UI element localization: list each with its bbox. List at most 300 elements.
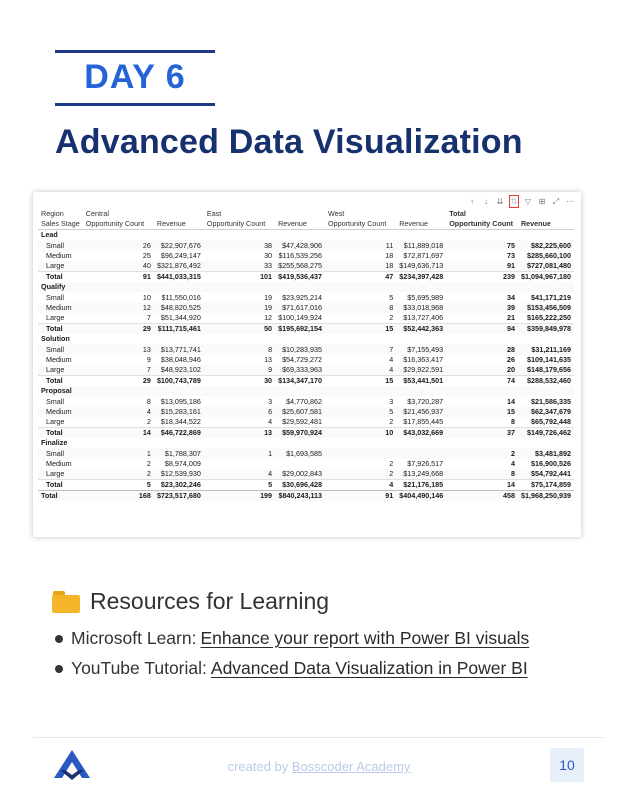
table-cell: 199: [204, 491, 275, 502]
subtotal-row: [38, 480, 574, 491]
header-rule-bottom: [55, 103, 215, 106]
region-central: Central: [85, 209, 109, 219]
next-level-icon[interactable]: ⇊: [496, 197, 504, 206]
metric-revenue-east: Revenue: [275, 219, 325, 230]
row-label: Large: [38, 261, 83, 272]
table-cell: 33: [204, 261, 275, 272]
table-row: [38, 469, 574, 480]
table-cell: 2: [146, 417, 151, 427]
table-cell: 29: [83, 376, 154, 387]
table-cell: 1: [83, 448, 154, 458]
table-cell: $1,094,967,180: [518, 272, 574, 283]
table-cell: $7,155,493: [396, 344, 446, 354]
table-cell: $29,592,481: [282, 417, 323, 427]
row-label: Qualify: [38, 282, 83, 292]
day-label: DAY 6: [84, 58, 186, 96]
table-cell: $13,727,406: [403, 313, 444, 323]
row-header-sales-stage: Sales Stage: [38, 219, 83, 230]
row-label: Lead: [41, 230, 58, 240]
table-cell: 25: [142, 250, 151, 260]
table-cell: [325, 448, 396, 458]
table-cell: $25,607,581: [275, 407, 325, 417]
table-cell: 8: [204, 344, 275, 354]
table-cell: 168: [83, 491, 154, 502]
table-cell: $23,925,214: [282, 292, 323, 302]
table-cell: [396, 438, 446, 448]
table-cell: [446, 386, 518, 396]
table-cell: $10,283,935: [275, 344, 325, 354]
table-cell: $22,907,676: [154, 240, 204, 250]
metric-revenue-west: Revenue: [396, 219, 446, 230]
focus-mode-icon[interactable]: ⤢: [552, 197, 560, 206]
table-cell: $100,149,924: [278, 313, 323, 323]
table-cell: 15: [325, 324, 396, 335]
table-cell: [396, 386, 446, 396]
row-label: Total: [38, 376, 83, 387]
table-cell: [83, 438, 154, 448]
table-cell: $5,695,989: [407, 292, 444, 302]
row-label: Small: [38, 344, 83, 354]
table-cell: $11,889,018: [396, 240, 446, 250]
table-cell: $59,970,924: [275, 428, 325, 439]
metric-count-west: Opportunity Count: [325, 219, 396, 230]
table-cell: $13,771,741: [154, 344, 204, 354]
table-cell: $41,171,219: [531, 292, 571, 302]
resource-source: YouTube Tutorial:: [71, 658, 207, 678]
table-cell: [325, 230, 396, 241]
table-cell: 91: [446, 261, 518, 272]
table-row: [38, 344, 574, 354]
table-cell: [518, 334, 574, 344]
table-cell: [275, 334, 325, 344]
table-cell: $17,855,445: [403, 417, 444, 427]
table-cell: 7: [325, 344, 396, 354]
table-cell: $48,820,525: [154, 303, 204, 313]
more-options-icon[interactable]: ⋯: [566, 197, 574, 206]
table-cell: [518, 438, 574, 448]
table-cell: 74: [446, 376, 518, 387]
row-label: Small: [46, 396, 64, 406]
table-cell: [204, 282, 275, 292]
table-cell: 2: [325, 469, 396, 480]
table-cell: $1,788,307: [154, 448, 204, 458]
table-cell: 13: [264, 354, 273, 364]
table-cell: [325, 386, 396, 396]
table-cell: $3,481,892: [518, 448, 574, 458]
table-row: [38, 396, 574, 406]
table-cell: $72,871,697: [403, 250, 444, 260]
row-header-region: Region: [41, 209, 64, 219]
resources-heading: [52, 588, 329, 615]
row-label: Finalize: [41, 438, 68, 448]
credit-prefix: created by: [227, 759, 289, 774]
table-row: [38, 313, 574, 324]
table-cell: 34: [506, 292, 515, 302]
metric-count-total: Opportunity Count: [446, 219, 518, 230]
table-row: [38, 407, 574, 417]
table-cell: 8: [325, 303, 396, 313]
table-cell: $11,550,016: [161, 292, 201, 302]
table-cell: $51,344,920: [160, 313, 201, 323]
table-row: [38, 292, 574, 302]
filter-icon[interactable]: ▽: [524, 197, 532, 206]
header-rule-top: [55, 50, 215, 53]
table-cell: $111,715,461: [154, 324, 204, 335]
table-cell: 37: [446, 428, 518, 439]
table-cell: 14: [506, 396, 515, 406]
expand-hierarchy-icon[interactable]: ⇅: [510, 197, 518, 206]
table-cell: $53,441,501: [396, 376, 446, 387]
table-cell: 2: [446, 448, 518, 458]
table-cell: 19: [264, 292, 273, 302]
table-cell: $359,849,978: [518, 324, 574, 335]
table-cell: [204, 438, 275, 448]
footer-credit: [0, 759, 638, 774]
footer-divider: [33, 737, 605, 738]
table-cell: $21,176,185: [396, 480, 446, 491]
table-cell: 6: [204, 407, 275, 417]
table-cell: [518, 282, 574, 292]
table-cell: $21,586,335: [531, 396, 571, 406]
table-cell: $62,347,679: [518, 407, 574, 417]
table-cell: $148,179,656: [518, 365, 574, 376]
table-cell: $285,660,100: [527, 250, 571, 260]
table-cell: [83, 386, 154, 396]
table-cell: [83, 230, 154, 241]
stage-row: [38, 282, 574, 292]
grand-total-row: [38, 491, 574, 502]
resource-link[interactable]: Advanced Data Visualization in Power BI: [210, 658, 528, 678]
table-row: [38, 251, 574, 261]
table-cell: $75,174,859: [518, 480, 574, 491]
table-cell: 13: [83, 344, 154, 354]
row-label: Solution: [41, 334, 70, 344]
table-cell: [275, 438, 325, 448]
row-label: Medium: [46, 458, 72, 468]
table-cell: $149,636,713: [396, 261, 446, 272]
table-cell: 20: [446, 365, 518, 376]
table-cell: [204, 459, 275, 469]
row-label: Medium: [46, 354, 72, 364]
list-item: [55, 628, 529, 649]
resource-link[interactable]: Enhance your report with Power BI visuals: [200, 628, 530, 648]
table-cell: $29,002,843: [275, 469, 325, 480]
row-label: Small: [46, 292, 64, 302]
table-cell: 30: [204, 376, 275, 387]
table-cell: $7,926,517: [407, 458, 444, 468]
table-cell: $65,792,448: [531, 417, 571, 427]
drill-down-icon[interactable]: ↓: [484, 197, 488, 206]
row-label: Large: [46, 417, 65, 427]
table-cell: 73: [506, 250, 515, 260]
table-cell: $109,141,635: [527, 354, 571, 364]
table-cell: $12,539,930: [154, 469, 204, 480]
table-cell: 458: [446, 491, 518, 502]
table-cell: $321,876,492: [154, 261, 204, 272]
table-cell: 8: [446, 469, 518, 480]
table-cell: 14: [446, 480, 518, 491]
table-cell: [518, 386, 574, 396]
region-total: Total: [449, 209, 466, 219]
table-cell: [275, 459, 325, 469]
row-label: Medium: [38, 407, 83, 417]
stage-row: [38, 230, 574, 241]
table-cell: 39: [446, 303, 518, 313]
table-cell: 9: [204, 365, 275, 376]
table-cell: [275, 282, 325, 292]
page-title: Advanced Data Visualization: [55, 123, 523, 161]
table-cell: 5: [204, 480, 275, 491]
table-cell: 47: [325, 272, 396, 283]
bullet-icon: [55, 635, 63, 643]
matrix-table: [38, 209, 574, 501]
table-cell: $96,249,147: [160, 250, 201, 260]
table-cell: 15: [446, 407, 518, 417]
table-cell: 38: [204, 240, 275, 250]
table-cell: 3: [268, 396, 273, 406]
matrix-metric-header: [38, 219, 574, 230]
table-cell: $54,792,441: [518, 469, 574, 480]
table-cell: 2: [389, 458, 394, 468]
table-cell: 2: [389, 313, 394, 323]
table-cell: 21: [506, 313, 515, 323]
table-cell: $16,363,417: [403, 354, 444, 364]
table-cell: 18: [385, 250, 394, 260]
row-label: Large: [46, 313, 65, 323]
stage-row: [38, 334, 574, 344]
table-cell: $16,900,526: [531, 458, 571, 468]
page-number: 10: [550, 748, 584, 782]
table-cell: 5: [325, 407, 396, 417]
subtotal-row: [38, 376, 574, 387]
row-label: Proposal: [38, 386, 83, 396]
table-row: [38, 303, 574, 313]
table-cell: 4: [204, 469, 275, 480]
table-cell: $195,692,154: [275, 324, 325, 335]
table-row: [38, 459, 574, 469]
table-cell: 4: [389, 354, 394, 364]
table-cell: [154, 282, 204, 292]
table-cell: 3: [389, 396, 394, 406]
table-cell: $23,302,246: [154, 480, 204, 491]
table-cell: $69,333,963: [275, 365, 325, 376]
table-cell: [154, 230, 204, 241]
table-cell: $1,968,250,939: [518, 491, 574, 502]
table-cell: 4: [83, 407, 154, 417]
table-cell: $13,249,668: [396, 469, 446, 480]
row-label: Small: [38, 240, 83, 250]
table-cell: $153,456,509: [518, 303, 574, 313]
table-cell: $48,923,102: [154, 365, 204, 376]
table-cell: $54,729,272: [282, 354, 323, 364]
table-cell: 12: [264, 313, 273, 323]
table-cell: 239: [446, 272, 518, 283]
folder-icon: [52, 591, 80, 613]
metric-revenue-total: Revenue: [518, 219, 574, 230]
table-cell: 2: [83, 469, 154, 480]
table-cell: 8: [510, 417, 515, 427]
table-cell: [396, 282, 446, 292]
visual-options-icon[interactable]: ⊞: [538, 197, 546, 206]
table-cell: [446, 230, 518, 241]
table-cell: [446, 334, 518, 344]
table-cell: 12: [83, 303, 154, 313]
row-label: Total: [38, 480, 83, 491]
table-cell: [275, 230, 325, 241]
table-cell: $8,974,009: [164, 458, 201, 468]
table-cell: 4: [325, 365, 396, 376]
table-cell: [154, 386, 204, 396]
table-row: [38, 355, 574, 365]
table-cell: 13: [204, 428, 275, 439]
brand-link[interactable]: Bosscoder Academy: [291, 759, 411, 774]
table-cell: $21,456,937: [396, 407, 446, 417]
table-cell: $31,211,169: [518, 344, 574, 354]
table-cell: 28: [446, 344, 518, 354]
table-cell: 4: [325, 480, 396, 491]
table-cell: 50: [204, 324, 275, 335]
table-cell: $288,532,460: [518, 376, 574, 387]
table-cell: $29,922,591: [396, 365, 446, 376]
table-cell: 9: [146, 354, 151, 364]
table-cell: [325, 334, 396, 344]
table-cell: 29: [83, 324, 154, 335]
table-row: [38, 448, 574, 458]
table-cell: $255,568,275: [275, 261, 325, 272]
region-east: East: [206, 209, 222, 219]
table-cell: 2: [389, 417, 394, 427]
table-cell: $47,428,906: [275, 240, 325, 250]
table-cell: [325, 282, 396, 292]
drill-up-icon[interactable]: ↑: [470, 197, 474, 206]
metric-count-east: Opportunity Count: [204, 219, 275, 230]
row-label: Total: [38, 324, 83, 335]
table-cell: [204, 230, 275, 241]
table-cell: $100,743,789: [154, 376, 204, 387]
table-cell: $43,032,669: [396, 428, 446, 439]
table-cell: 94: [446, 324, 518, 335]
resource-source: Microsoft Learn:: [71, 628, 197, 648]
table-cell: 7: [146, 313, 151, 323]
table-cell: 10: [142, 292, 151, 302]
table-cell: 75: [446, 240, 518, 250]
table-cell: [83, 334, 154, 344]
bullet-icon: [55, 665, 63, 673]
table-cell: $419,536,437: [275, 272, 325, 283]
table-cell: $30,696,428: [275, 480, 325, 491]
table-cell: $3,720,287: [407, 396, 444, 406]
stage-row: [38, 386, 574, 396]
visual-toolbar: [467, 195, 575, 208]
matrix-region-header: [38, 209, 574, 219]
table-cell: [275, 386, 325, 396]
table-cell: 7: [83, 365, 154, 376]
table-cell: 19: [204, 303, 275, 313]
table-cell: $404,490,146: [396, 491, 446, 502]
table-cell: $13,095,186: [160, 396, 201, 406]
table-cell: 26: [506, 354, 515, 364]
table-cell: $165,222,250: [527, 313, 571, 323]
table-row: [38, 261, 574, 272]
table-cell: 4: [510, 458, 515, 468]
table-cell: $149,726,462: [518, 428, 574, 439]
resources-title: Resources for Learning: [90, 588, 330, 614]
table-cell: [396, 230, 446, 241]
table-cell: [325, 438, 396, 448]
table-cell: 11: [325, 240, 396, 250]
table-cell: 18: [325, 261, 396, 272]
matrix-visual-screenshot: [33, 192, 581, 537]
table-cell: [83, 282, 154, 292]
table-cell: 5: [83, 480, 154, 491]
table-cell: $4,770,862: [286, 396, 323, 406]
row-label: Large: [38, 469, 83, 480]
table-cell: $840,243,113: [275, 491, 325, 502]
table-cell: $46,722,869: [154, 428, 204, 439]
row-label: Total: [38, 272, 83, 283]
table-cell: 4: [268, 417, 273, 427]
table-cell: $38,048,946: [160, 354, 201, 364]
table-cell: 40: [83, 261, 154, 272]
row-label: Large: [38, 365, 83, 376]
table-cell: [396, 334, 446, 344]
table-row: [38, 240, 574, 250]
stage-row: [38, 438, 574, 448]
table-row: [38, 417, 574, 428]
table-cell: $116,539,256: [278, 250, 323, 260]
table-cell: 15: [325, 376, 396, 387]
table-cell: 8: [146, 396, 151, 406]
table-row: [38, 365, 574, 376]
table-cell: 91: [325, 491, 396, 502]
table-cell: [446, 282, 518, 292]
table-cell: 30: [264, 250, 273, 260]
metric-revenue-central: Revenue: [154, 219, 204, 230]
table-cell: $441,033,315: [154, 272, 204, 283]
table-cell: 5: [389, 292, 394, 302]
table-cell: $727,081,480: [518, 261, 574, 272]
table-cell: 10: [325, 428, 396, 439]
table-cell: $134,347,170: [275, 376, 325, 387]
table-cell: 14: [83, 428, 154, 439]
table-cell: 26: [83, 240, 154, 250]
row-label: Medium: [46, 250, 72, 260]
table-cell: $1,693,585: [275, 448, 325, 458]
resources-list: [55, 628, 529, 688]
list-item: [55, 658, 529, 679]
table-cell: [154, 334, 204, 344]
table-cell: [154, 438, 204, 448]
subtotal-row: [38, 428, 574, 439]
table-cell: $82,225,600: [518, 240, 574, 250]
table-cell: [518, 230, 574, 241]
row-label: Small: [38, 448, 83, 458]
table-cell: [204, 386, 275, 396]
metric-count-central: Opportunity Count: [83, 219, 154, 230]
table-cell: $234,397,428: [396, 272, 446, 283]
table-cell: [446, 438, 518, 448]
table-cell: $52,442,363: [396, 324, 446, 335]
table-cell: 101: [204, 272, 275, 283]
row-label: Total: [38, 491, 83, 502]
table-cell: $15,283,161: [154, 407, 204, 417]
table-cell: $71,617,016: [275, 303, 325, 313]
table-cell: $18,344,522: [160, 417, 201, 427]
row-label: Total: [38, 428, 83, 439]
table-cell: [396, 448, 446, 458]
table-cell: 91: [83, 272, 154, 283]
subtotal-row: [38, 324, 574, 335]
